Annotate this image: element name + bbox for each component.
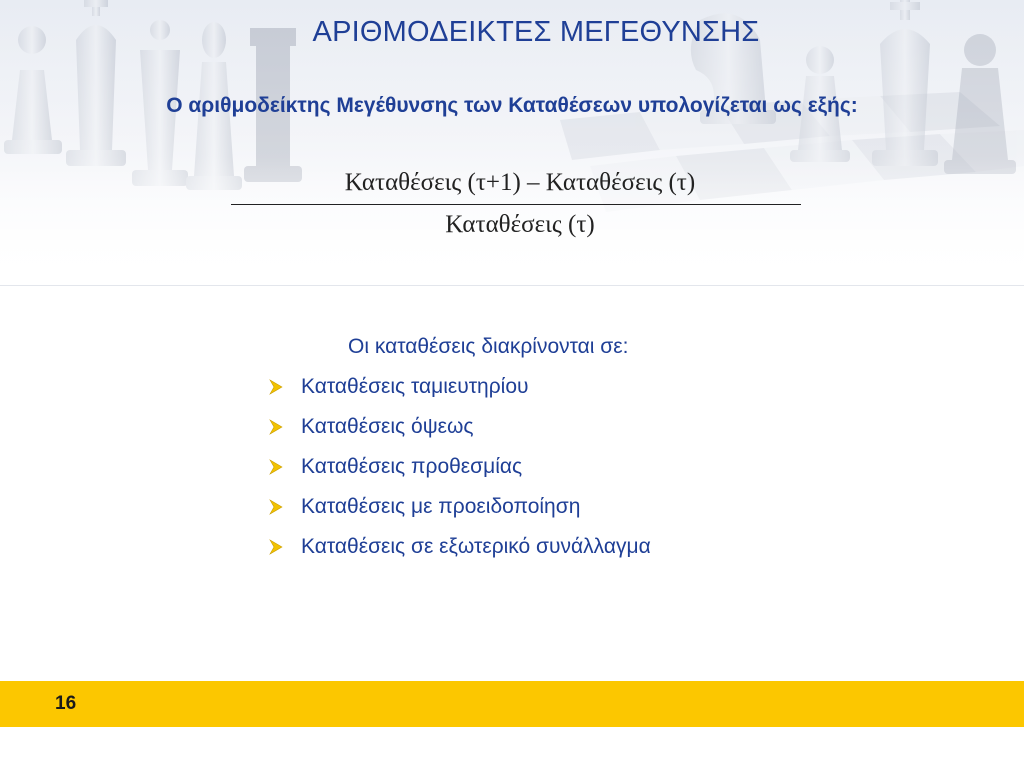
arrowhead-bullet-icon [268,492,301,522]
slide-title: ΑΡΙΘΜΟΔΕΙΚΤΕΣ ΜΕΓΕΘΥΝΣΗΣ [312,16,760,48]
list-item-label: Καταθέσεις ταμιευτηρίου [301,375,529,398]
formula-numerator: Καταθέσεις (τ+1) – Καταθέσεις (τ) [344,169,696,196]
footer-band [0,681,1024,727]
growth-index-formula [231,166,801,242]
page-number: 16 [55,693,77,714]
deposit-types-intro: Οι καταθέσεις διακρίνονται σε: [348,335,629,358]
list-item-label: Καταθέσεις με προειδοποίηση [301,495,581,518]
slide-subtitle: Ο αριθμοδείκτης Μεγέθυνσης των Καταθέσεων υπολογίζεται ως εξής: [166,94,858,117]
header-divider [0,285,1024,286]
list-item-label: Καταθέσεις προθεσμίας [301,455,523,478]
fraction-bar [231,204,801,205]
list-item-label: Καταθέσεις σε εξωτερικό συνάλλαγμα [301,535,651,558]
list-item [268,372,651,412]
list-item [268,412,651,452]
list-item [268,492,651,532]
list-item-label: Καταθέσεις όψεως [301,415,474,438]
arrowhead-bullet-icon [268,372,301,402]
arrowhead-bullet-icon [268,532,301,562]
formula-denominator: Καταθέσεις (τ) [445,211,595,238]
list-item [268,452,651,492]
arrowhead-bullet-icon [268,452,301,482]
list-item [268,532,651,572]
deposit-types-list [268,372,651,572]
arrowhead-bullet-icon [268,412,301,442]
